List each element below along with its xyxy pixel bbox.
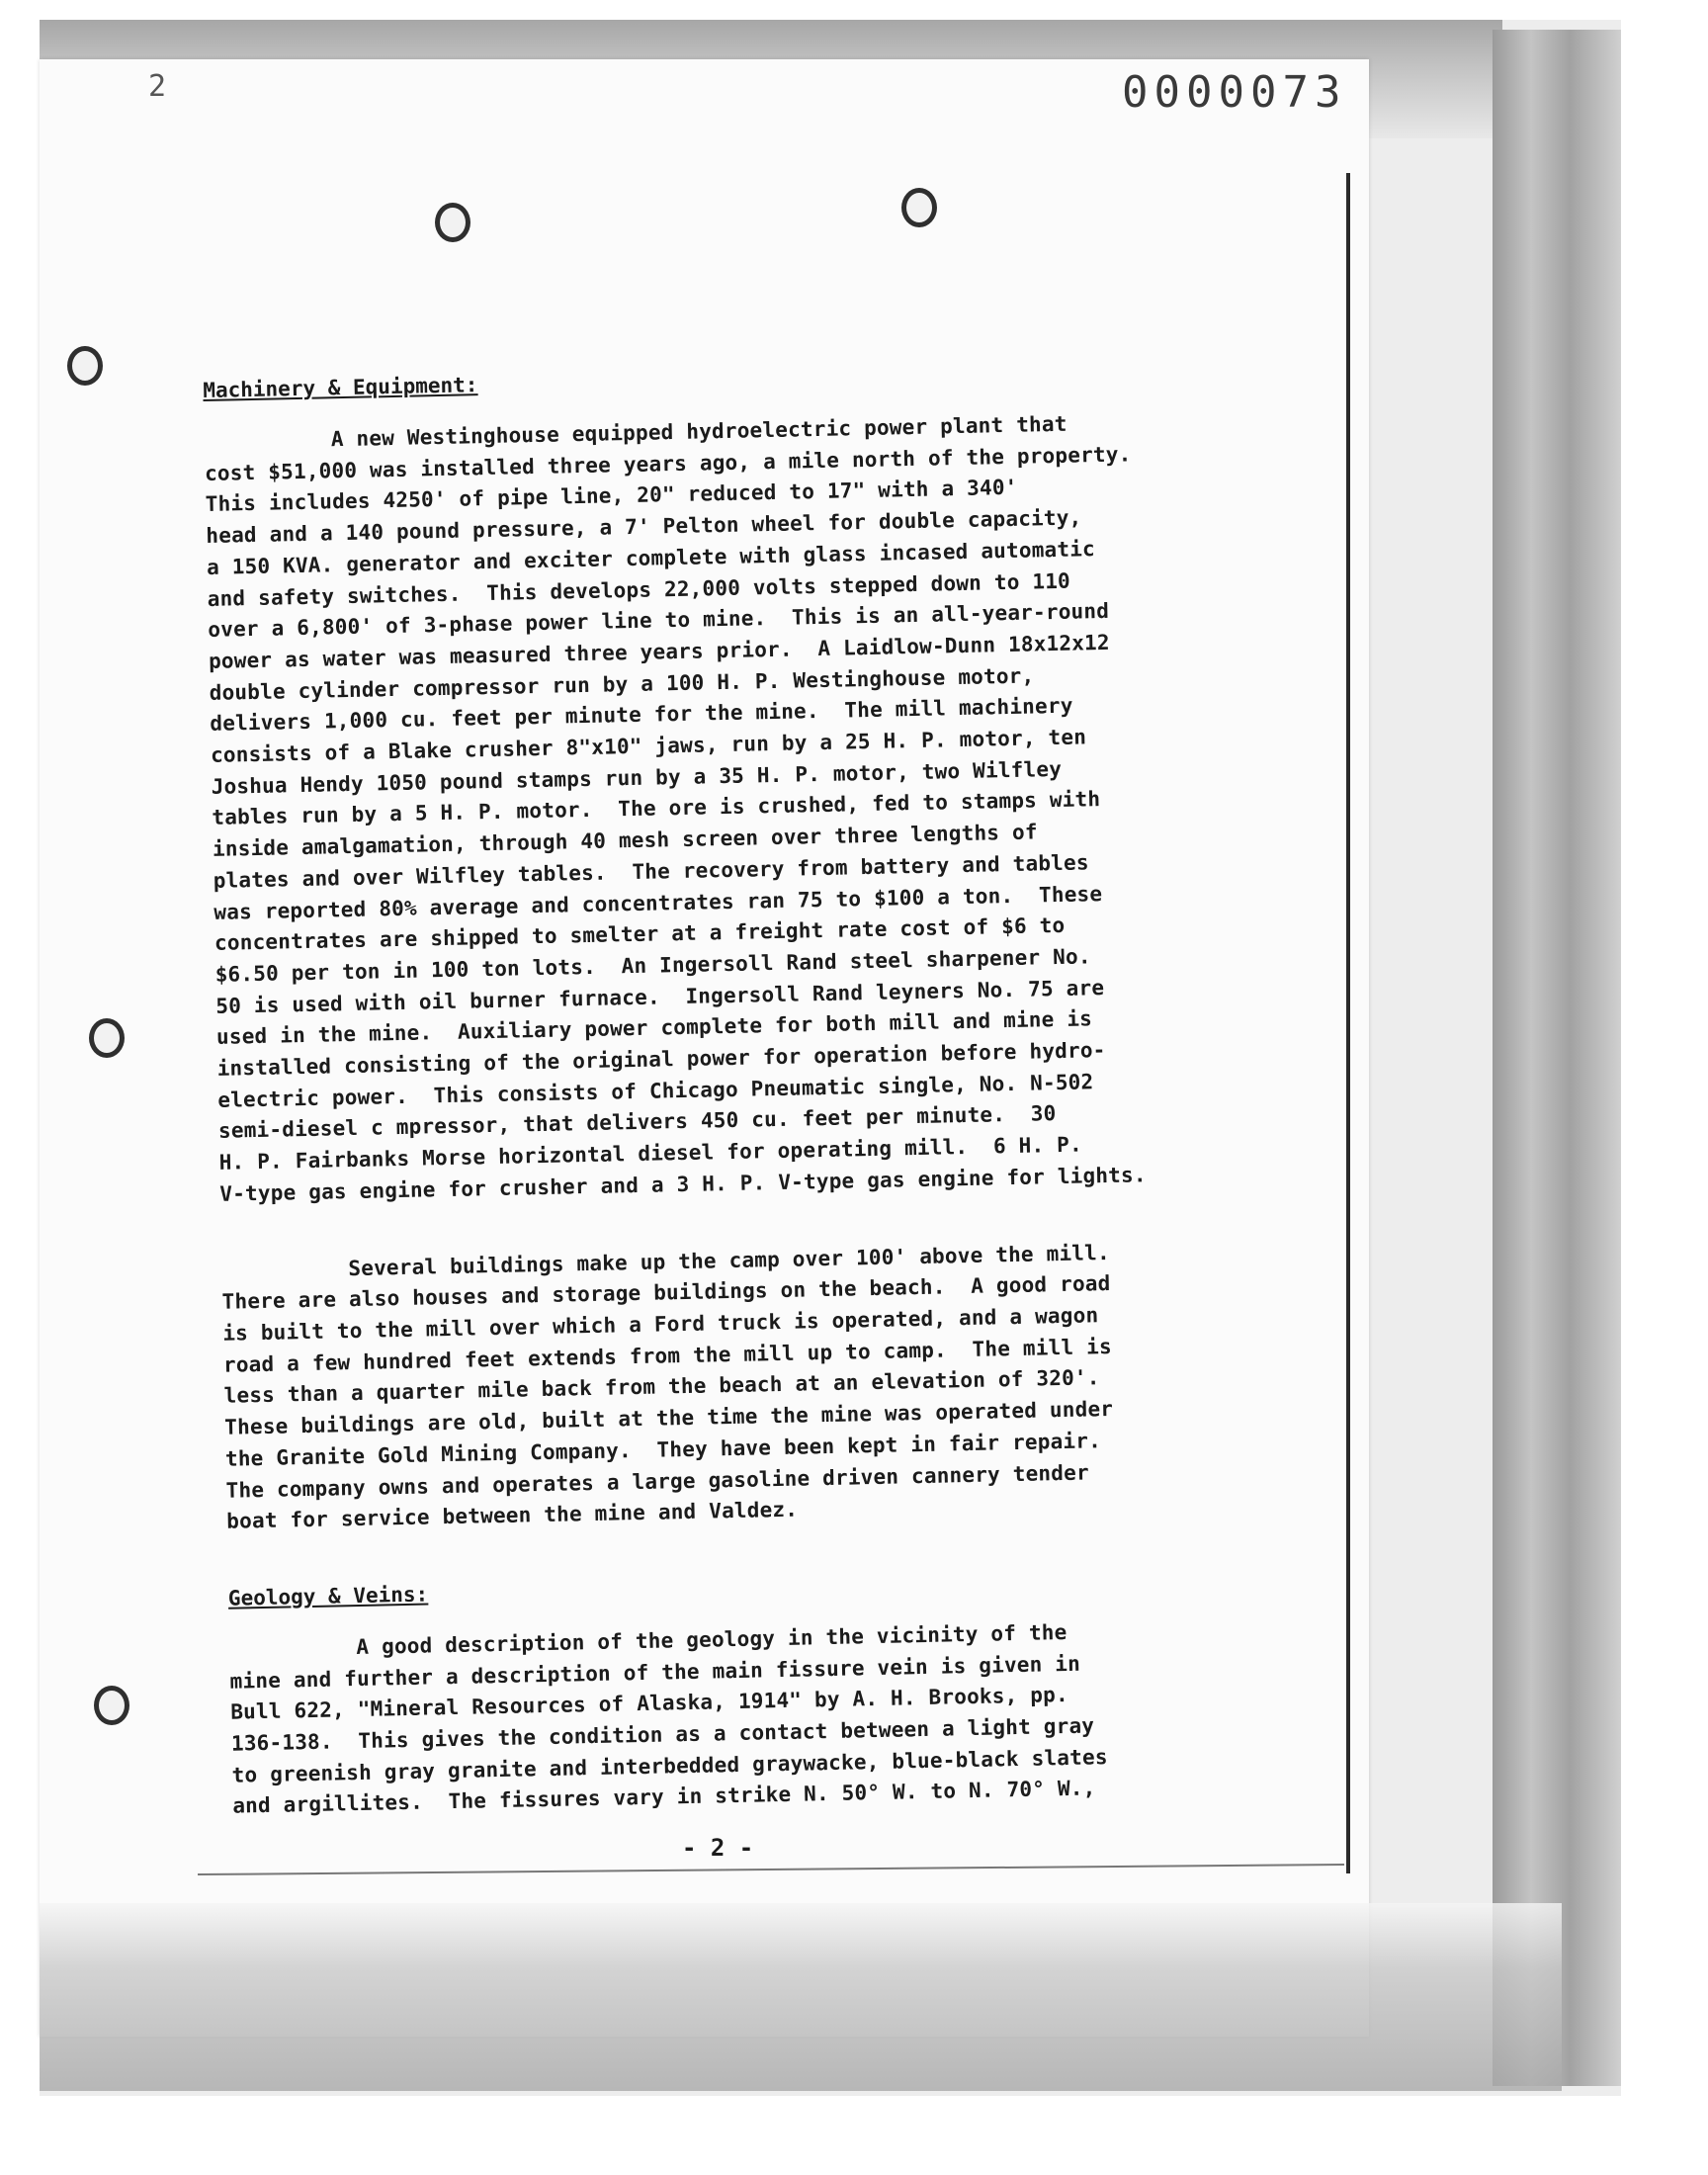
page-number: - 2 - [682, 1834, 754, 1862]
margin-rule [1346, 173, 1350, 1873]
text-line: delivers 1,000 cu. feet per minute for the mine. The mill machinery [210, 693, 1073, 737]
punch-hole-icon [901, 188, 937, 227]
text-line: consists of a Blake crusher 8"x10" jaws, run by a 25 H. P. motor, ten [210, 725, 1087, 767]
text-line: Joshua Hendy 1050 pound stamps run by a 35 H. P. motor, two Wilfley [211, 756, 1063, 799]
text-line: A new Westinghouse equipped hydroelectric power plant that [204, 411, 1068, 454]
text-line: was reported 80% average and concentrates ran 75 to $100 a ton. These [214, 881, 1103, 924]
scan-bottom-shadow [40, 1903, 1562, 2091]
text-line: power as water was measured three years prior. A Laidlow-Dunn 18x12x12 [208, 630, 1110, 673]
text-line: and safety switches. This develops 22,000 volts stepped down to 110 [207, 568, 1071, 611]
text-line: The company owns and operates a large gasoline driven cannery tender [225, 1459, 1090, 1503]
text-line: This includes 4250' of pipe line, 20" reduced to 17" with a 340' [205, 476, 1018, 517]
text-line: installed consisting of the original power for operation before hydro- [216, 1038, 1106, 1081]
text-line: H. P. Fairbanks Morse horizontal diesel for operating mill. 6 H. P. [218, 1132, 1083, 1174]
text-line: less than a quarter mile back from the beach at an elevation of 320'. [223, 1365, 1100, 1409]
text-line: over a 6,800' of 3-phase power line to mine. This is an all-year-round [208, 599, 1110, 643]
text-line: These buildings are old, built at the time the mine was operated under [224, 1397, 1114, 1439]
text-line: is built to the mill over which a Ford truck is operated, and a wagon [222, 1303, 1099, 1346]
document-body [203, 353, 1310, 1823]
text-line: boat for service between the mine and Valdez. [226, 1497, 799, 1533]
text-line: a 150 KVA. generator and exciter complete with glass incased automatic [206, 536, 1096, 579]
text-line: double cylinder compressor run by a 100 H. P. Westinghouse motor, [209, 663, 1035, 705]
text-line: semi-diesel c mpressor, that delivers 450 cu. feet per minute. 30 [217, 1101, 1057, 1144]
text-line: concentrates are shipped to smelter at a freight rate cost of $6 to [214, 914, 1066, 956]
text-line: cost $51,000 was installed three years ago, a mile north of the property. [204, 442, 1132, 485]
text-line: $6.50 per ton in 100 ton lots. An Ingersoll Rand steel sharpener No. [214, 944, 1091, 987]
scan-right-edge [1493, 30, 1621, 2086]
text-line: 136-138. This gives the condition as a contact between a light gray [230, 1713, 1095, 1756]
text-line: There are also houses and storage buildings on the beach. A good road [221, 1271, 1111, 1315]
text-line: mine and further a description of the main fissure vein is given in [229, 1651, 1081, 1694]
punch-hole-icon [89, 1018, 125, 1058]
machinery-paragraph-1 [204, 404, 1297, 1210]
section-heading-machinery: Machinery & Equipment: [203, 373, 478, 402]
text-line: Several buildings make up the camp over 100' above the mill. [220, 1240, 1111, 1283]
corner-mark: 2 [148, 69, 167, 104]
text-line: the Granite Gold Mining Company. They have been kept in fair repair. [224, 1429, 1102, 1471]
text-line: used in the mine. Auxiliary power complete for both mill and mine is [215, 1006, 1093, 1050]
punch-hole-icon [94, 1686, 129, 1725]
document-number: 0000073 [1122, 67, 1347, 118]
punch-hole-icon [67, 346, 103, 386]
text-line: electric power. This consists of Chicago Pneumatic single, No. N-502 [217, 1070, 1094, 1112]
text-line: head and a 140 pound pressure, a 7' Pelton wheel for double capacity, [206, 505, 1082, 549]
text-line: tables run by a 5 H. P. motor. The ore is crushed, fed to stamps with [212, 787, 1101, 830]
text-line: inside amalgamation, through 40 mesh screen over three lengths of [212, 820, 1038, 862]
text-line: to greenish gray granite and interbedded graywacke, blue-black slates [231, 1744, 1108, 1787]
text-line: road a few hundred feet extends from the mill up to camp. The mill is [222, 1334, 1113, 1377]
text-line: Bull 622, "Mineral Resources of Alaska, 1914" by A. H. Brooks, pp. [230, 1683, 1069, 1725]
text-line: 50 is used with oil burner furnace. Ingersoll Rand leyners No. 75 are [215, 975, 1105, 1018]
text-line: plates and over Wilfley tables. The recovery from battery and tables [213, 850, 1089, 893]
text-line: A good description of the geology in the vicinity of the [228, 1619, 1068, 1662]
punch-hole-icon [435, 203, 470, 242]
text-line: and argillites. The fissures vary in strike N. 50° W. to N. 70° W., [232, 1776, 1096, 1819]
section-heading-geology: Geology & Veins: [227, 1582, 429, 1610]
text-line: V-type gas engine for crusher and a 3 H. P. V-type gas engine for lights. [219, 1163, 1147, 1206]
machinery-paragraph-2 [221, 1234, 1305, 1538]
geology-paragraph-1 [229, 1612, 1311, 1823]
